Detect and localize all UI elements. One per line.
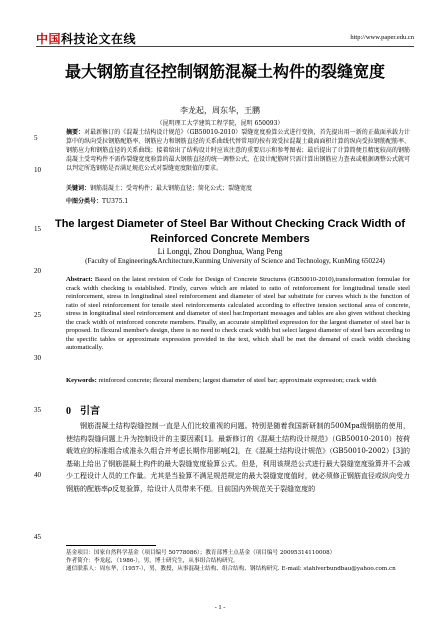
abstract-zh-text: 对最新修订的《混凝土结构设计规范》（GB50010-2010）裂缝宽度验算公式进行变换，首先提出用一新的正截面承载力计算中的纵向受拉钢筋配筋率、钢筋应力和钢筋直径的关系曲线代替常用的按有效受拉混凝土截面面积计算的纵向受拉钢筋配筋率、钢筋应力和钢筋直径的关系曲线；接着给出了结构设计时应该注意的重要启示和参考图表；最后提出了计算简便且精度较高的钢筋混凝土受弯构件不需作裂缝宽度验算的最大钢筋直径的统一调整公式，在设计配筋时只需计算出钢筋应力查表或根据调整公式就可以判定所选钢筋是否满足规范公式对裂缝宽度限值的要求。 — [66, 129, 410, 172]
abstract-en-text: Based on the latest revision of Code for Design of Concrete Structures (GB50010-2010),transformation formulae for crack width checking is established. Firstly, curves which are related to ratio of reinforcement for longitudinal tensile steel reinforcement, stress in longitudinal steel reinforcement and diameter of steel bar substitute for curves which is the function of ratio of steel reinforcement for tensile steel reinforcements calculated according to effective tension sectional area of concrete, stress in longitudinal steel reinforcement and diameter of steel bar.Important messages and tables are also given without checking the crack width of reinforced concrete members. Finally, an accurate simplified expression for the largest diameter of steel bar is proposed. In flexural member's design, there is no need to check crack width but select largest diameter of steel bars according to the specific tables or approximate expression provided in the text, which shall be met the demand of crack width checking automatically. — [66, 276, 410, 351]
keywords-en-text: reinforced concrete; flexural members; largest diameter of steel bar; approximate expression; crack width — [98, 377, 377, 384]
affiliation-en: (Faculty of Engineering&Architecture,Kunming University of Science and Technology, KunMing 650224) — [85, 257, 385, 265]
line-number: 20 — [34, 267, 41, 275]
line-number: 45 — [34, 533, 41, 541]
footnote — [66, 549, 410, 573]
section-title: 引言 — [80, 406, 100, 417]
footnote-corresponding-author: 通信联系人：周东华，（1957-），男，教授，从事混凝土结构、组合结构、钢结构研究. E-mail: stahlverbundbau@yahoo.com.cn — [66, 566, 396, 572]
footnote-funding: 基金项目：国家自然科学基金（项目编号 50778086）；教育部博士点基金（项目编号 20095314110008） — [66, 550, 336, 556]
line-number: 15 — [34, 225, 41, 233]
line-number: 25 — [34, 311, 41, 319]
keywords-zh-label: 关键词： — [66, 185, 91, 192]
journal-url: http://www.paper.edu.cn — [350, 34, 414, 41]
classification-zh-label: 中图分类号： — [66, 198, 103, 205]
keywords-zh-text: 钢筋混凝土；受弯构件；最大钢筋直径；简化公式；裂缝宽度 — [90, 185, 253, 192]
line-number: 40 — [34, 471, 41, 479]
keywords-en-label: Keywords: — [66, 377, 97, 384]
header-rule — [36, 46, 414, 47]
page-number: - 1 - — [214, 604, 226, 611]
line-number: 10 — [34, 166, 41, 174]
classification-zh-text: TU375.1 — [102, 198, 129, 205]
paper-title-zh: 最大钢筋直径控制钢筋混凝土构件的裂缝宽度 — [64, 62, 385, 81]
line-number: 5 — [34, 134, 38, 142]
keywords-zh — [66, 184, 410, 193]
section-heading — [66, 402, 100, 417]
abstract-zh — [66, 128, 410, 173]
intro-paragraph: 钢筋混凝土结构裂缝控制一直是人们比较重视的问题。特别是随着我国新研制的500Mpa级钢筋的使用，使结构裂缝问题上升为控制设计的主要因素[1]。最新修订的《混凝土结构设计规范》（GB50010-2010）按荷载效应的标准组合或准永久组合并考虑长期作用影响[2]，在《混凝土结构设计规范》（GB50010-2002）[3]的基础上给出了钢筋混凝土构件的最大裂缝宽度验算公式。但是，利用该规范公式进行最大裂缝宽度验算并不会减少工程设计人员的工作量。尤其是当验算不满足规范规定的最大裂缝宽度值时，就必须修正钢筋直径或纵向受力钢筋的配筋率ρ反复验算，给设计人员带来不便。目前国内外规范关于裂缝宽度的 — [66, 422, 410, 493]
affiliation-zh: （昆明理工大学建筑工程学院，昆明 650093） — [156, 120, 284, 127]
line-number: 30 — [34, 354, 41, 362]
abstract-en — [66, 276, 410, 353]
abstract-en-label: Abstract: — [66, 276, 93, 283]
paper-title-en: The largest Diameter of Steel Bar Without Checking Crack Width of Reinforced Concrete Members — [54, 218, 406, 245]
keywords-en — [66, 377, 410, 386]
footnote-rule — [66, 545, 156, 546]
abstract-zh-label: 摘要： — [66, 129, 85, 136]
authors-zh: 李龙起，周东华，王鹏 — [180, 106, 260, 115]
journal-logo: 中国科技论文在线 — [36, 32, 137, 46]
classification-zh — [66, 197, 410, 206]
section-number: 0 — [66, 406, 71, 417]
footnote-author-bio: 作者简介：李龙起，（1986-），男，博士研究生，从事组合结构研究。 — [66, 558, 239, 564]
authors-en: Li Longqi, Zhou Donghua, Wang Peng — [157, 247, 283, 256]
line-number: 35 — [34, 406, 41, 414]
